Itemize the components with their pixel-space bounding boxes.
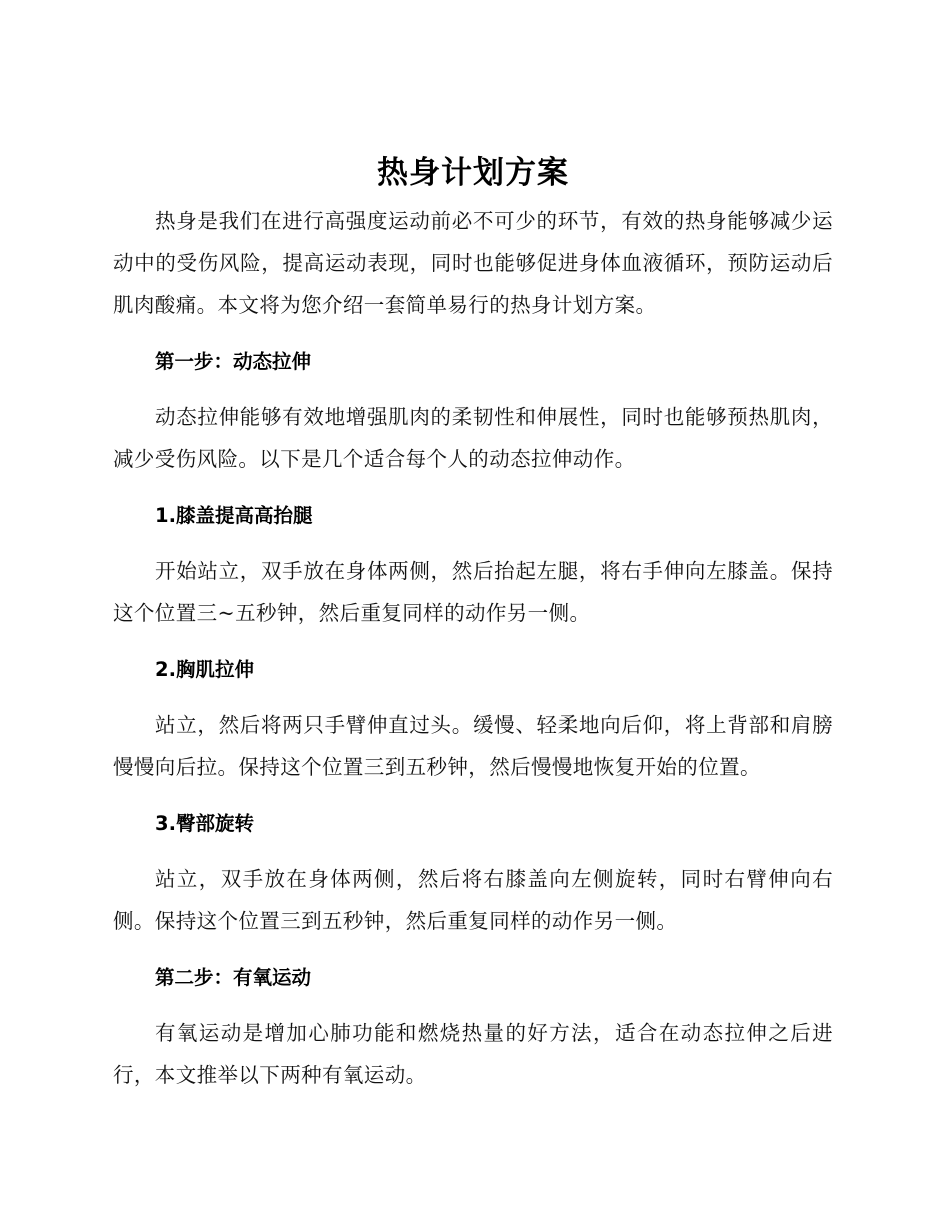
item3-paragraph: 站立，双手放在身体两侧，然后将右膝盖向左侧旋转，同时右臂伸向右侧。保持这个位置三到五秒钟，然后重复同样的动作另一侧。 <box>113 867 833 933</box>
document-body <box>113 150 833 1096</box>
step1-paragraph: 动态拉伸能够有效地增强肌肉的柔韧性和伸展性，同时也能够预热肌肉，减少受伤风险。以下是几个适合每个人的动态拉伸动作。 <box>113 405 833 471</box>
step2-paragraph: 有氧运动是增加心肺功能和燃烧热量的好方法，适合在动态拉伸之后进行，本文推举以下两种有氧运动。 <box>113 1021 833 1087</box>
intro-paragraph: 热身是我们在进行高强度运动前必不可少的环节，有效的热身能够减少运动中的受伤风险，提高运动表现，同时也能够促进身体血液循环，预防运动后肌肉酸痛。本文将为您介绍一套简单易行的热身计划方案。 <box>113 209 833 317</box>
step1-heading: 第一步：动态拉伸 <box>155 350 312 373</box>
item1-heading: 1.膝盖提高高抬腿 <box>155 504 313 527</box>
item3-heading: 3.臀部旋转 <box>155 812 254 835</box>
item2-heading: 2.胸肌拉伸 <box>155 658 254 681</box>
item1-paragraph: 开始站立，双手放在身体两侧，然后抬起左腿，将右手伸向左膝盖。保持这个位置三~五秒钟，然后重复同样的动作另一侧。 <box>113 559 833 625</box>
step2-heading: 第二步：有氧运动 <box>155 966 312 989</box>
item2-paragraph: 站立，然后将两只手臂伸直过头。缓慢、轻柔地向后仰，将上背部和肩膀慢慢向后拉。保持这个位置三到五秒钟，然后慢慢地恢复开始的位置。 <box>113 713 833 779</box>
document-title: 热身计划方案 <box>377 155 569 191</box>
